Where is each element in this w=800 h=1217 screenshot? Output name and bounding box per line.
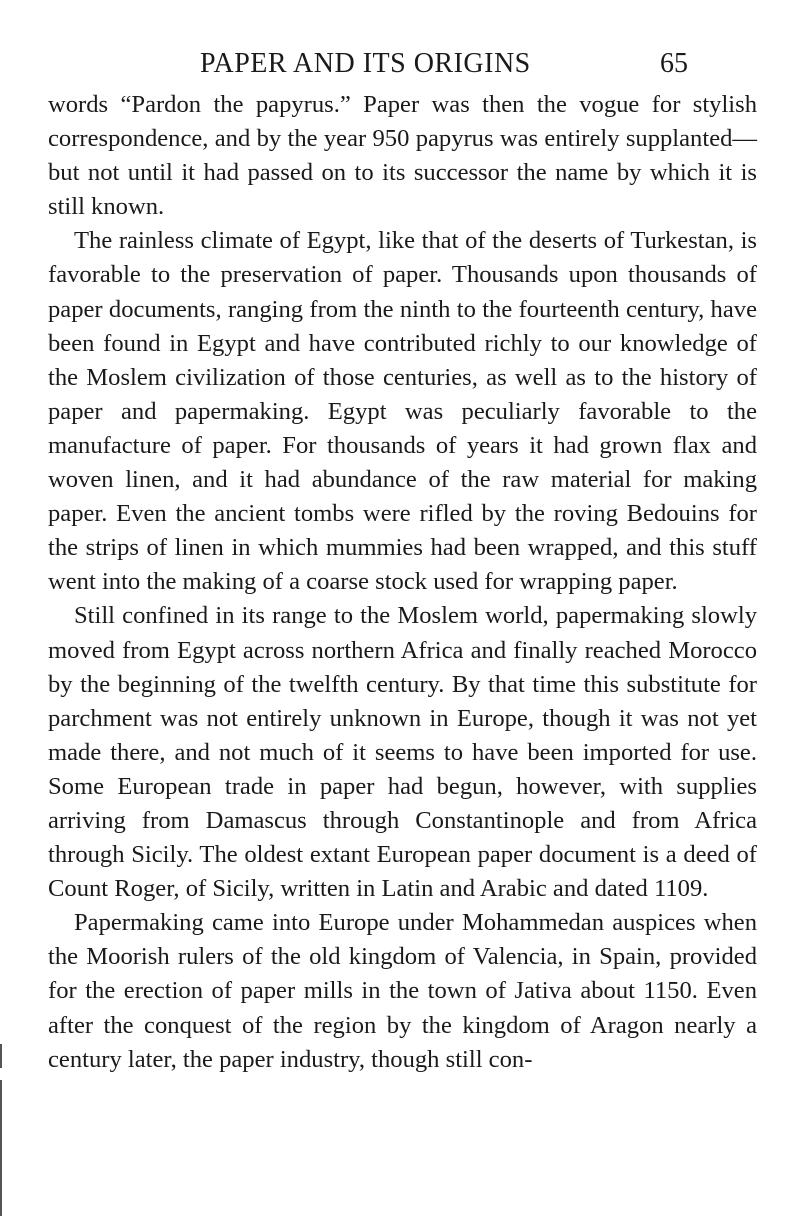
paragraph-1: words “Pardon the papyrus.” Paper was then the vogue for stylish correspondence, and by the year 950 papyrus was entirely supplanted—but not until it had passed on to its successor the name by which it is still known. — [48, 91, 757, 221]
page-number: 65 — [660, 48, 688, 79]
gutter-shadow-mark — [0, 1044, 2, 1068]
paragraph-4: Papermaking came into Europe under Mohammedan auspices when the Moorish rulers of the old kingdom of Valencia, in Spain, provided for the erection of paper mills in the town of Jativa about 1150. Even after the conquest of the region by the kingdom of Aragon nearly a century later, the paper industry, though still con- — [48, 909, 757, 1073]
running-head — [100, 44, 700, 84]
gutter-shadow-mark — [0, 1080, 2, 1216]
paragraph-2: The rainless climate of Egypt, like that of the deserts of Turkestan, is favorable to the preservation of paper. Thousands upon thousands of paper documents, ranging from the ninth to the fourteenth century, have been found in Egypt and have contributed richly to our knowledge of the Moslem civilization of those centuries, as well as to the history of paper and papermaking. Egypt was peculiarly favorable to the manufacture of paper. For thousands of years it had grown flax and woven linen, and it had abundance of the raw material for making paper. Even the ancient tombs were rifled by the roving Bedouins for the strips of linen in which mummies had been wrapped, and this stuff went into the making of a coarse stock used for wrapping paper. — [48, 227, 757, 596]
body-text — [48, 88, 757, 1077]
paragraph-3: Still confined in its range to the Moslem world, papermaking slowly moved from Egypt across northern Africa and finally reached Morocco by the beginning of the twelfth century. By that time this substitute for parchment was not entirely unknown in Europe, though it was not yet made there, and not much of it seems to have been imported for use. Some European trade in paper had begun, however, with supplies arriving from Damascus through Constantinople and from Africa through Sicily. The oldest extant European paper document is a deed of Count Roger, of Sicily, written in Latin and Arabic and dated 1109. — [48, 602, 757, 903]
running-head-title: PAPER AND ITS ORIGINS — [200, 48, 531, 79]
